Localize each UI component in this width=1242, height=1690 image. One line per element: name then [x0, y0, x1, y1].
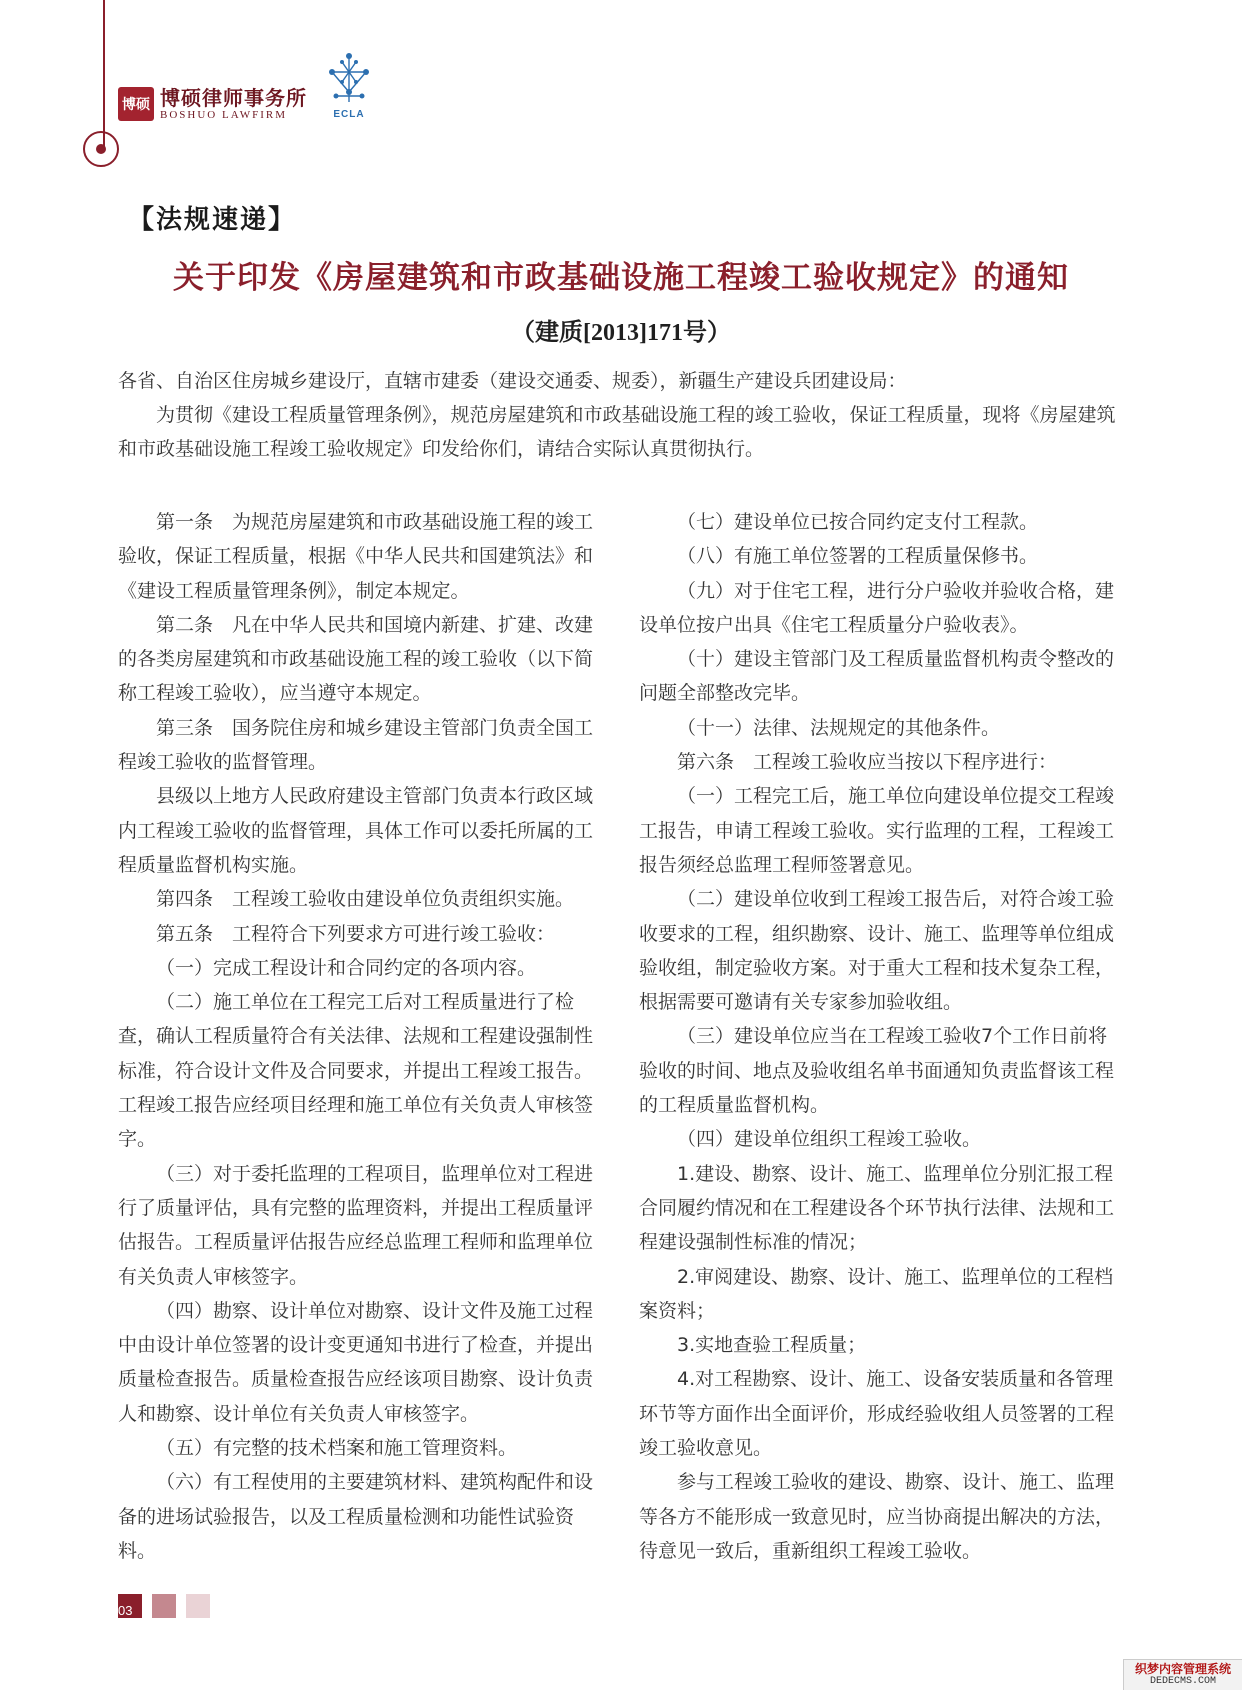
page-title: 关于印发《房屋建筑和市政基础设施工程竣工验收规定》的通知 — [173, 260, 1069, 296]
paragraph: （二）施工单位在工程完工后对工程质量进行了检查，确认工程质量符合有关法律、法规和工程建设强制性标准，符合设计文件及合同要求，并提出工程竣工报告。工程竣工报告应经项目经理和施工单位有关负责人审核签字。 — [118, 991, 594, 1151]
paragraph: （三）建设单位应当在工程竣工验收7个工作日前将验收的时间、地点及验收组名单书面通知负责监督该工程的工程质量监督机构。 — [639, 1025, 1115, 1117]
document-number: （建质[2013]171号） — [511, 320, 731, 346]
section-label: 【法规速递】 — [128, 205, 297, 235]
watermark — [1123, 1659, 1242, 1690]
paragraph: （二）建设单位收到工程竣工报告后，对符合竣工验收要求的工程，组织勘察、设计、施工、监理等单位组成验收组，制定验收方案。对于重大工程和技术复杂工程，根据需要可邀请有关专家参加验收组。 — [639, 888, 1115, 1014]
left-column — [118, 505, 602, 1568]
paragraph: 第四条 工程竣工验收由建设单位负责组织实施。 — [156, 888, 575, 911]
paragraph: （八）有施工单位签署的工程质量保修书。 — [677, 545, 1039, 568]
paragraph: 1.建设、勘察、设计、施工、监理单位分别汇报工程合同履约情况和在工程建设各个环节执行法律、法规和工程建设强制性标准的情况； — [639, 1162, 1115, 1254]
page-square-light — [186, 1594, 210, 1618]
firm-name-en: BOSHUO LAWFIRM — [160, 108, 288, 121]
paragraph: （十）建设主管部门及工程质量监督机构责令整改的问题全部整改完毕。 — [639, 648, 1115, 705]
paragraph: 县级以上地方人民政府建设主管部门负责本行政区域内工程竣工验收的监督管理，具体工作可以委托所属的工程质量监督机构实施。 — [118, 785, 594, 876]
paragraph: （十一）法律、法规规定的其他条件。 — [677, 716, 1001, 739]
paragraph: （七）建设单位已按合同约定支付工程款。 — [677, 511, 1039, 533]
watermark-en: DEDECMS.COM — [1149, 1676, 1216, 1687]
paragraph: 第一条 为规范房屋建筑和市政基础设施工程的竣工验收，保证工程质量，根据《中华人民共和国建筑法》和《建设工程质量管理条例》，制定本规定。 — [118, 511, 594, 602]
paragraph: 第五条 工程符合下列要求方可进行竣工验收： — [156, 922, 556, 945]
paragraph: 参与工程竣工验收的建设、勘察、设计、施工、监理等各方不能形成一致意见时，应当协商提出解决的方法，待意见一致后，重新组织工程竣工验收。 — [639, 1471, 1115, 1562]
paragraph: 第三条 国务院住房和城乡建设主管部门负责全国工程竣工验收的监督管理。 — [118, 716, 594, 774]
intro-paragraph: 为贯彻《建设工程质量管理条例》，规范房屋建筑和市政基础设施工程的竣工验收，保证工程质量，现将《房屋建筑和市政基础设施工程竣工验收规定》印发给你们，请结合实际认真贯彻执行。 — [118, 404, 1116, 460]
intro-block — [118, 364, 1124, 466]
ecla-label: ECLA — [333, 109, 365, 120]
paragraph: （一）完成工程设计和合同约定的各项内容。 — [156, 956, 537, 979]
intro-addressee: 各省、自治区住房城乡建设厅，直辖市建委（建设交通委、规委），新疆生产建设兵团建设局： — [118, 370, 907, 392]
page-number: 03 — [118, 1603, 133, 1618]
paragraph: 3.实地查验工程质量； — [677, 1334, 867, 1357]
paragraph: 2.审阅建设、勘察、设计、施工、监理单位的工程档案资料； — [639, 1265, 1114, 1322]
page-square-mid — [152, 1594, 176, 1618]
paragraph: （一）工程完工后，施工单位向建设单位提交工程竣工报告，申请工程竣工验收。实行监理的工程，工程竣工报告须经总监理工程师签署意见。 — [639, 785, 1115, 876]
paragraph: （四）勘察、设计单位对勘察、设计文件及施工过程中由设计单位签署的设计变更通知书进行了检查，并提出质量检查报告。质量检查报告应经该项目勘察、设计负责人和勘察、设计单位有关负责人审核签字。 — [118, 1299, 594, 1425]
decor-dot — [96, 144, 106, 154]
paragraph: 第二条 凡在中华人民共和国境内新建、扩建、改建的各类房屋建筑和市政基础设施工程的竣工验收（以下简称工程竣工验收），应当遵守本规定。 — [118, 613, 594, 705]
firm-name-cn: 博硕律师事务所 — [160, 85, 307, 110]
paragraph: （三）对于委托监理的工程项目，监理单位对工程进行了质量评估，具有完整的监理资料，并提出工程质量评估报告。工程质量评估报告应经总监理工程师和监理单位有关负责人审核签字。 — [118, 1162, 594, 1288]
watermark-cn: 织梦内容管理系统 — [1134, 1662, 1231, 1676]
firm-logo-mark: 博硕 — [118, 87, 154, 121]
paragraph: （四）建设单位组织工程竣工验收。 — [677, 1128, 982, 1151]
paragraph: 4.对工程勘察、设计、施工、设备安装质量和各管理环节等方面作出全面评价，形成经验收组人员签署的工程竣工验收意见。 — [639, 1368, 1115, 1460]
paragraph: （五）有完整的技术档案和施工管理资料。 — [156, 1437, 518, 1460]
right-column — [639, 505, 1125, 1568]
paragraph: （九）对于住宅工程，进行分户验收并验收合格，建设单位按户出具《住宅工程质量分户验收表》。 — [639, 579, 1115, 636]
paragraph: （六）有工程使用的主要建筑材料、建筑构配件和设备的进场试验报告，以及工程质量检测和功能性试验资料。 — [118, 1471, 594, 1562]
decor-vertical-line — [103, 0, 105, 150]
firm-logo — [118, 86, 307, 122]
paragraph: 第六条 工程竣工验收应当按以下程序进行： — [677, 751, 1058, 774]
